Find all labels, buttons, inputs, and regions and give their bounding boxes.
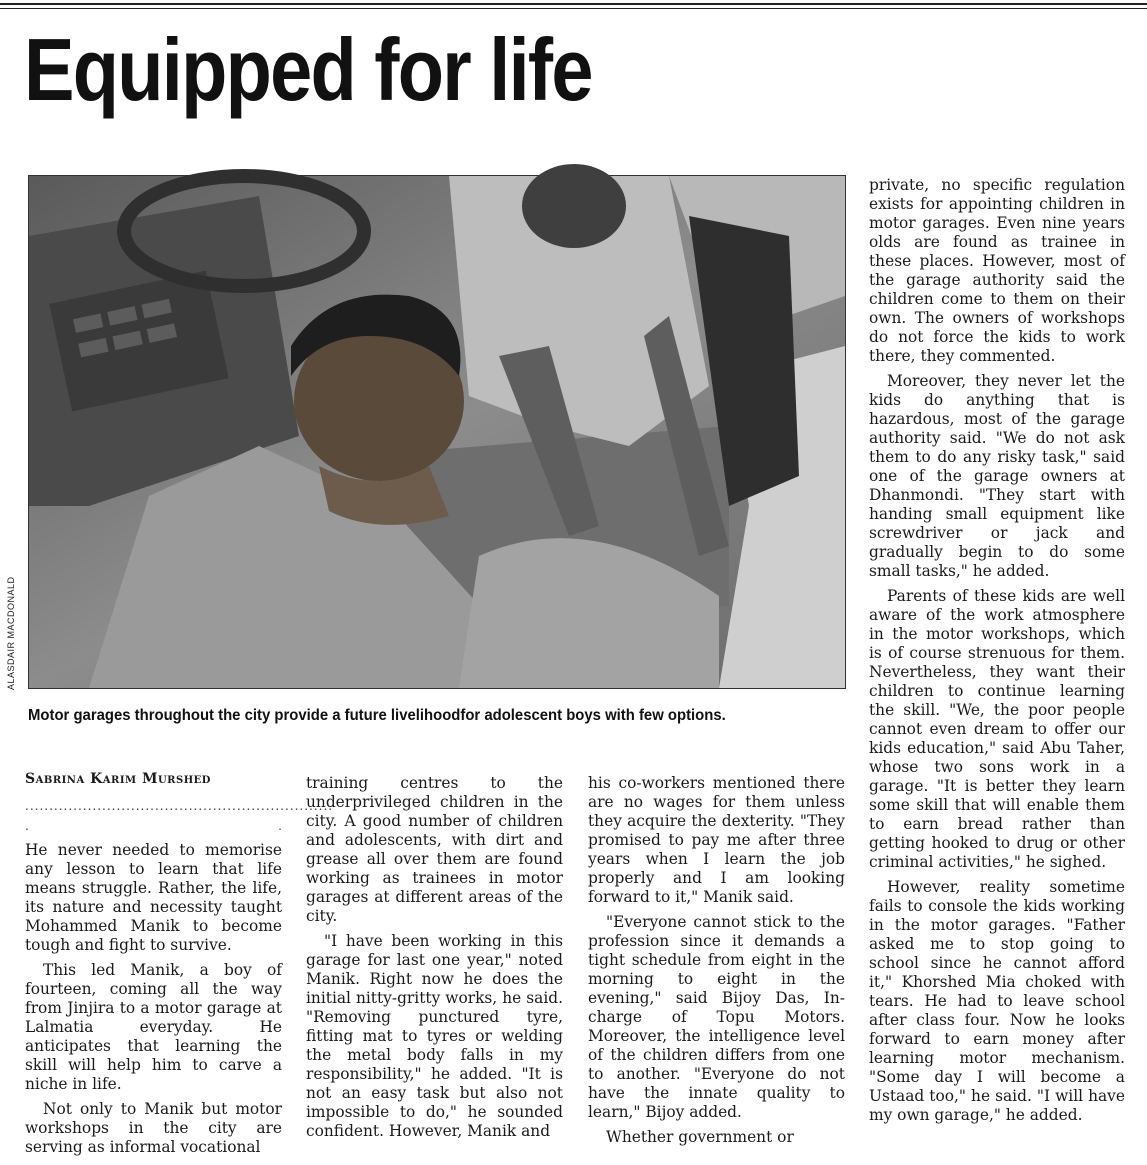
byline: Sabrina Karim Murshed <box>25 771 211 787</box>
paragraph: Whether government or <box>606 1128 794 1146</box>
top-rule <box>0 3 1147 5</box>
paragraph: "I have been working in this garage for last one year," noted Manik. Right now he does the initial nitty-gritty works, he said. "Removing punctured tyre, fitting mat to tyres or welding the metal body falls in my responsibility," he added. "It is not an easy task but also not impossible to do," he sounded confident. However, Manik and <box>306 932 563 1140</box>
article-photo <box>28 175 846 689</box>
paragraph: Not only to Manik but motor workshops in the city are serving as informal vocational <box>25 1100 282 1156</box>
article-column-1 <box>25 770 334 1163</box>
paragraph: private, no specific regulation exists for appointing children in motor garages. Even nine years olds are found as trainee in these places. However, most of the garage authority said the children come to them on their own. The owners of workshops do not force the kids to work there, they commented. <box>869 176 1125 365</box>
byline-separator: ................................................................ <box>25 799 334 813</box>
byline-separator-ends: . . <box>25 819 282 833</box>
paragraph: his co-workers mentioned there are no wages for them unless they acquire the dexterity. "They promised to pay me after three years when I learn the job properly and I am looking forward to it," Manik said. <box>588 774 845 906</box>
article-column-3 <box>588 774 845 1153</box>
paragraph: Moreover, they never let the kids do anything that is hazardous, most of the garage authority said. "We do not ask them to do any risky task," said one of the garage owners at Dhanmondi. "They start with handing small equipment like screwdriver or jack and gradually begin to do some small tasks," he added. <box>869 372 1125 580</box>
article-column-2 <box>306 774 563 1147</box>
paragraph: He never needed to memorise any lesson to learn that life means struggle. Rather, the life, its nature and necessity taught Mohammed Manik to become tough and fight to survive. <box>25 841 282 954</box>
paragraph: Parents of these kids are well aware of the work atmosphere in the motor workshops, which is of course strenuous for them. Nevertheless, they want their children to continue learning the skill. "We, the poor people cannot even dream to offer our kids education," said Abu Taher, whose two sons work in a garage. "It is better they learn some skill that will enable them to earn bread rather than getting hooked to drug or other criminal activities," he sighed. <box>869 587 1125 871</box>
article-column-4 <box>869 176 1125 1131</box>
paragraph: However, reality sometime fails to console the kids working in the motor garages. "Father asked me to stop going to school since he cannot afford it," Khorshed Mia choked with tears. He had to leave school after class four. Now he looks forward to earn money after learning motor mechanism. "Some day I will become a Ustaad too," he said. "I will have my own garage," he added. <box>869 878 1125 1124</box>
paragraph: This led Manik, a boy of fourteen, coming all the way from Jinjira to a motor garage at Lalmatia everyday. He anticipates that learning the skill will help him to carve a niche in life. <box>25 961 282 1093</box>
photo-caption: Motor garages throughout the city provide a future livelihoodfor adolescent boys with few options. <box>28 707 726 724</box>
paragraph: training centres to the underprivileged children in the city. A good number of children and adolescents, with dirt and grease all over them are found working as trainees in motor garages at different areas of the city. <box>306 774 563 925</box>
photo-credit: ALASDAIR MACDONALD <box>6 576 16 690</box>
paragraph: "Everyone cannot stick to the profession since it demands a tight schedule from eight in the morning to eight in the evening," said Bijoy Das, In-charge of Topu Motors. Moreover, the intelligence level of the children differs from one to another. "Everyone do not have the innate quality to learn," Bijoy added. <box>588 913 845 1121</box>
photo-credit-wrap <box>6 576 22 700</box>
headline: Equipped for life <box>24 20 592 119</box>
top-rule-thin <box>0 8 1147 9</box>
photo-illustration <box>29 176 845 688</box>
